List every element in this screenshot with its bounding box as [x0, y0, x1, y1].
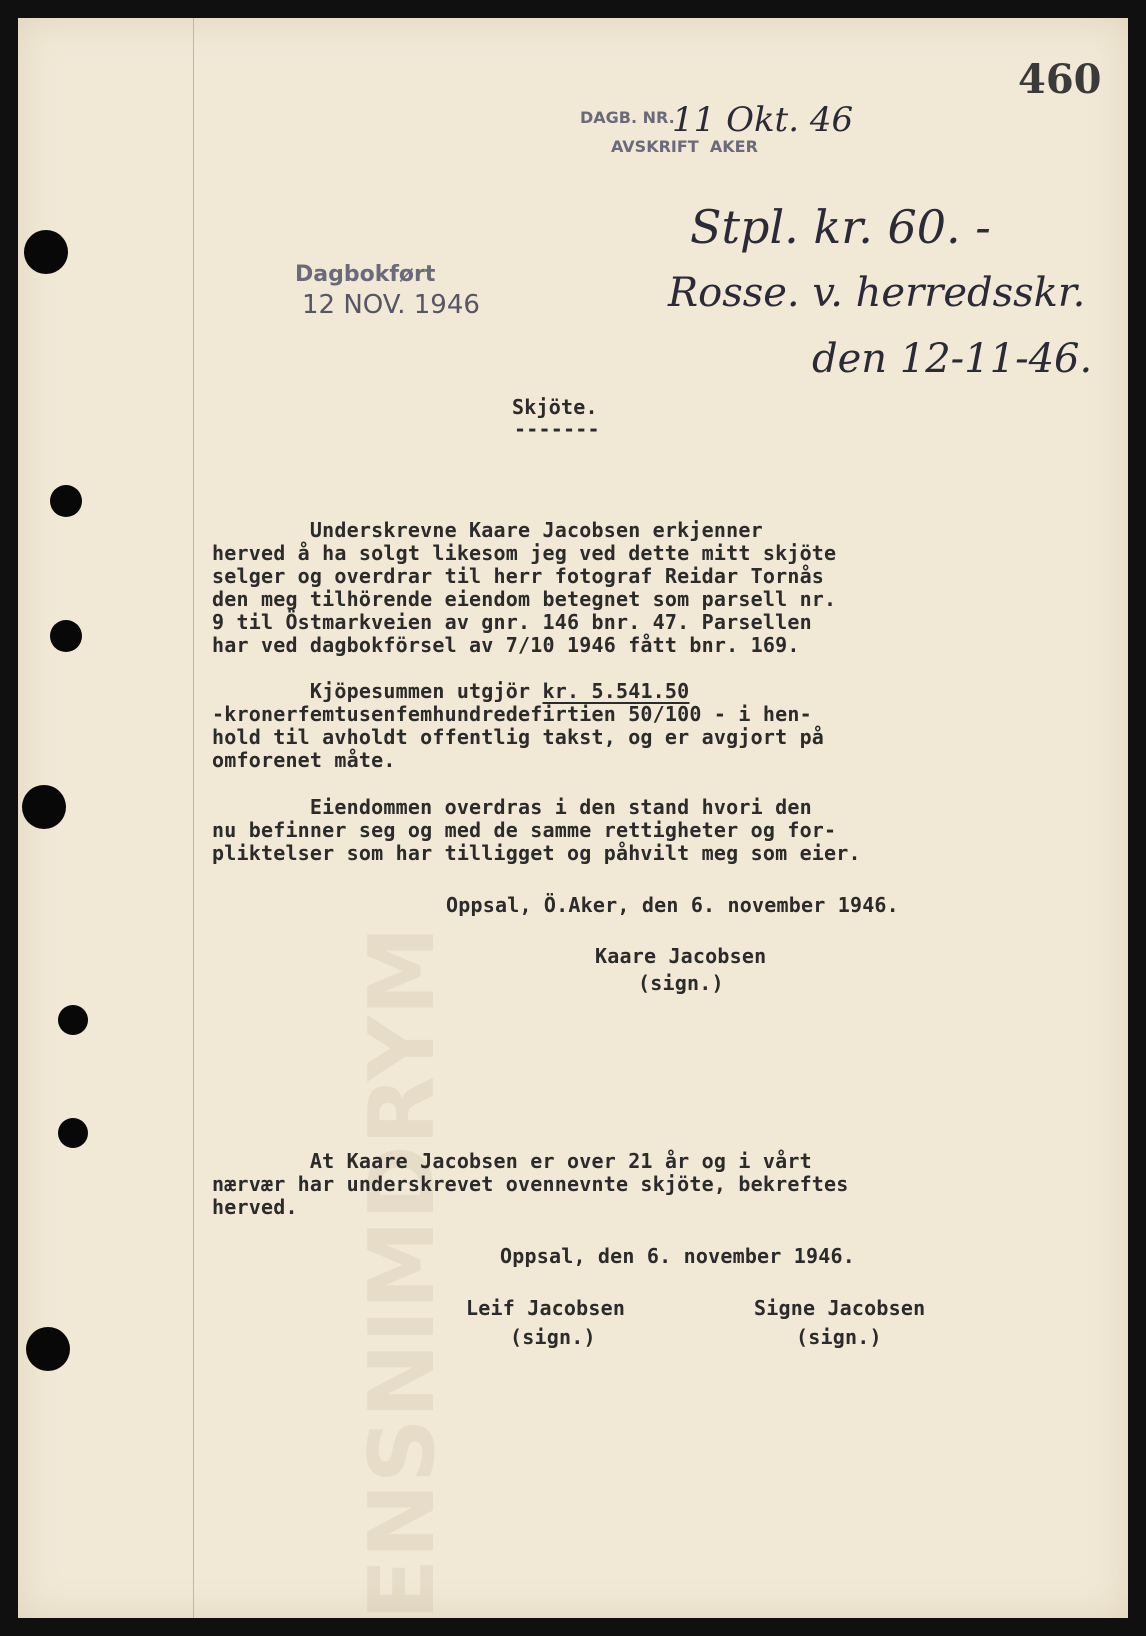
witness2-name: Signe Jacobsen	[754, 1296, 926, 1320]
place-date: Oppsal, Ö.Aker, den 6. november 1946.	[446, 893, 899, 917]
punch-hole	[58, 1118, 88, 1148]
para3-line: Eiendommen overdras i den stand hvori den	[212, 795, 812, 819]
punch-hole	[26, 1327, 70, 1371]
para1-line: selger og overdrar til herr fotograf Reidar Tornås	[212, 564, 825, 588]
punch-hole	[22, 785, 66, 829]
para1-line: den meg tilhörende eiendom betegnet som parsell nr.	[212, 587, 837, 611]
para1-line: Underskrevne Kaare Jacobsen erkjenner	[212, 518, 763, 542]
signer-name: Kaare Jacobsen	[595, 944, 767, 968]
witness1-name: Leif Jacobsen	[466, 1296, 626, 1320]
dagbokfort-stamp: Dagbokført	[295, 262, 436, 287]
document-title: Skjöte.	[512, 395, 598, 419]
punch-hole	[58, 1005, 88, 1035]
witness-line: At Kaare Jacobsen er over 21 år og i vårt	[212, 1149, 812, 1173]
handwritten-note-line1: Stpl. kr. 60. -	[690, 200, 991, 254]
punch-hole	[24, 230, 68, 274]
witness1-sign: (sign.)	[510, 1325, 596, 1349]
witness-line: herved.	[212, 1195, 298, 1219]
punch-hole	[50, 620, 82, 652]
para2-start: Kjöpesummen utgjör	[212, 679, 543, 703]
para1-line: har ved dagbokförsel av 7/10 1946 fått bnr. 169.	[212, 633, 800, 657]
dagbokfort-date-stamp: 12 NOV. 1946	[302, 290, 480, 320]
para2-line: hold til avholdt offentlig takst, og er avgjort på	[212, 725, 825, 749]
punch-hole	[50, 485, 82, 517]
handwritten-note-line3: den 12-11-46.	[812, 336, 1093, 382]
watermark: ENSNIMDRYM	[350, 926, 455, 1620]
place-date-2: Oppsal, den 6. november 1946.	[500, 1244, 855, 1268]
page-number: 460	[1018, 56, 1102, 103]
dagb-nr-handwritten: 11 Okt. 46	[672, 100, 854, 140]
dagb-nr-stamp: DAGB. NR.	[580, 108, 675, 127]
para1-line: 9 til Östmarkveien av gnr. 146 bnr. 47. Parsellen	[212, 610, 812, 634]
para3-line: nu befinner seg og med de samme rettigheter og for-	[212, 818, 837, 842]
para2-line	[212, 680, 689, 703]
witness2-sign: (sign.)	[796, 1325, 882, 1349]
signer-sign: (sign.)	[638, 971, 724, 995]
avskrift-stamp: AVSKRIFT AKER	[611, 137, 758, 156]
para2-line: -kronerfemtusenfemhundredefirtien 50/100 - i hen-	[212, 702, 812, 726]
margin-line	[193, 18, 194, 1618]
title-underline: -------	[514, 417, 600, 441]
para1-line: herved å ha solgt likesom jeg ved dette mitt skjöte	[212, 541, 837, 565]
purchase-amount: kr. 5.541.50	[542, 679, 690, 703]
witness-line: nærvær har underskrevet ovennevnte skjöte, bekreftes	[212, 1172, 849, 1196]
para3-line: pliktelser som har tilligget og påhvilt meg som eier.	[212, 841, 861, 865]
para2-line: omforenet måte.	[212, 748, 396, 772]
handwritten-note-line2: Rosse. v. herredsskr.	[668, 270, 1086, 316]
